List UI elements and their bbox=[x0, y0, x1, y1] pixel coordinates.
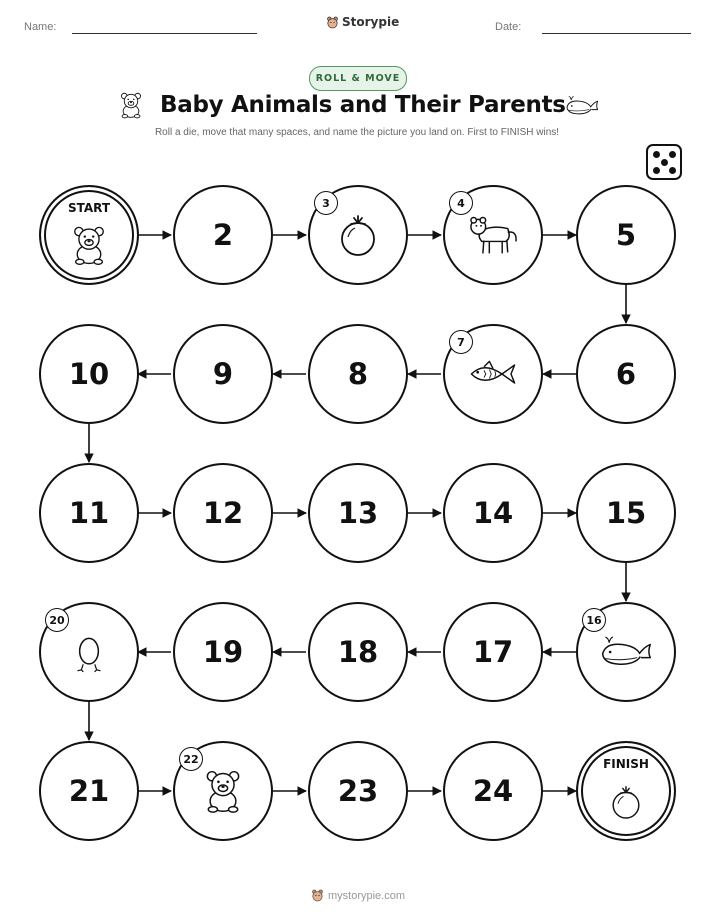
space-18[interactable] bbox=[308, 602, 408, 702]
bear-cub-icon bbox=[68, 224, 110, 266]
space-number: 23 bbox=[337, 774, 379, 808]
space-5[interactable] bbox=[576, 185, 676, 285]
space-number: 14 bbox=[472, 496, 514, 530]
space-number: 2 bbox=[212, 218, 234, 252]
space-number: 8 bbox=[347, 357, 369, 391]
egg-icon bbox=[72, 630, 106, 674]
name-label: Name: bbox=[24, 21, 57, 33]
space-number: 19 bbox=[202, 635, 244, 669]
brand-name: Storypie bbox=[342, 15, 400, 29]
space-8[interactable] bbox=[308, 324, 408, 424]
instructions: Roll a die, move that many spaces, and name the picture you land on. First to FINISH wins! bbox=[154, 127, 560, 138]
space-number: 10 bbox=[68, 357, 110, 391]
space-number: 9 bbox=[212, 357, 234, 391]
bear-cub-icon bbox=[200, 768, 246, 814]
page-title: Baby Animals and Their Parents bbox=[160, 92, 566, 118]
finish-label: FINISH bbox=[603, 757, 649, 771]
space-start[interactable] bbox=[39, 185, 139, 285]
footer bbox=[311, 889, 405, 902]
space-4[interactable] bbox=[443, 185, 543, 285]
space-13[interactable] bbox=[308, 463, 408, 563]
space-15[interactable] bbox=[576, 463, 676, 563]
space-12[interactable] bbox=[173, 463, 273, 563]
space-14[interactable] bbox=[443, 463, 543, 563]
space-23[interactable] bbox=[308, 741, 408, 841]
space-number-badge: 7 bbox=[449, 330, 473, 354]
space-2[interactable] bbox=[173, 185, 273, 285]
space-20[interactable] bbox=[39, 602, 139, 702]
space-number-badge: 20 bbox=[45, 608, 69, 632]
space-10[interactable] bbox=[39, 324, 139, 424]
space-number-badge: 22 bbox=[179, 747, 203, 771]
space-number: 6 bbox=[615, 357, 637, 391]
space-number-badge: 3 bbox=[314, 191, 338, 215]
space-finish[interactable] bbox=[576, 741, 676, 841]
space-24[interactable] bbox=[443, 741, 543, 841]
space-17[interactable] bbox=[443, 602, 543, 702]
space-19[interactable] bbox=[173, 602, 273, 702]
space-6[interactable] bbox=[576, 324, 676, 424]
space-number-badge: 16 bbox=[582, 608, 606, 632]
lion-cub-icon bbox=[465, 212, 521, 258]
space-16[interactable] bbox=[576, 602, 676, 702]
game-type-badge: ROLL & MOVE bbox=[309, 66, 407, 91]
space-number: 18 bbox=[337, 635, 379, 669]
space-number: 15 bbox=[605, 496, 647, 530]
space-number: 13 bbox=[337, 496, 379, 530]
tomato-icon bbox=[606, 782, 646, 822]
whale-icon bbox=[598, 633, 654, 671]
space-number: 17 bbox=[472, 635, 514, 669]
footer-url[interactable]: mystorypie.com bbox=[328, 889, 406, 902]
space-7[interactable] bbox=[443, 324, 543, 424]
start-label: START bbox=[67, 201, 111, 215]
space-number: 12 bbox=[202, 496, 244, 530]
date-label: Date: bbox=[495, 21, 522, 33]
space-number: 5 bbox=[615, 218, 637, 252]
space-21[interactable] bbox=[39, 741, 139, 841]
space-number: 24 bbox=[472, 774, 514, 808]
tomato-icon bbox=[333, 210, 383, 260]
space-22[interactable] bbox=[173, 741, 273, 841]
space-3[interactable] bbox=[308, 185, 408, 285]
bear-mascot-icon bbox=[311, 889, 324, 902]
space-number: 11 bbox=[68, 496, 110, 530]
space-number-badge: 4 bbox=[449, 191, 473, 215]
fish-icon bbox=[466, 356, 520, 392]
space-11[interactable] bbox=[39, 463, 139, 563]
space-number: 21 bbox=[68, 774, 110, 808]
space-9[interactable] bbox=[173, 324, 273, 424]
